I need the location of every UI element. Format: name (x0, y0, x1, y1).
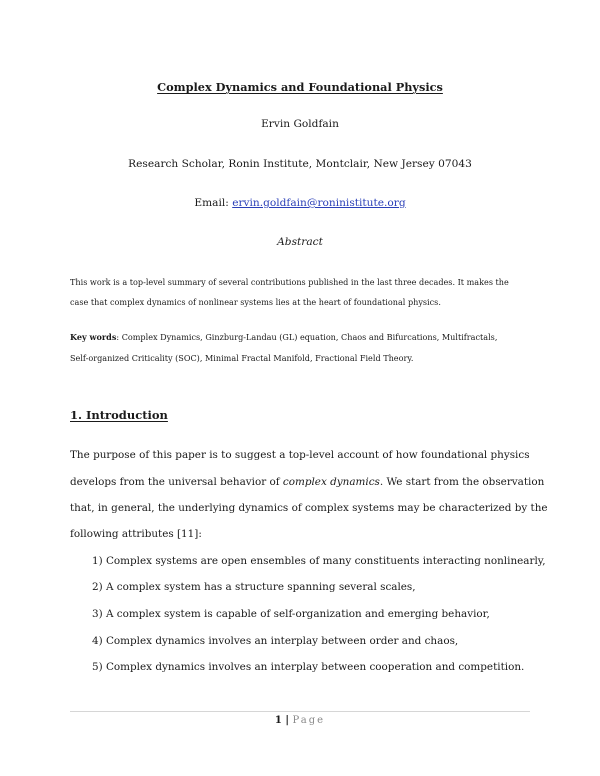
email-label: Email: (194, 197, 233, 209)
page-label: Page (292, 715, 326, 726)
intro-line-2-post: . We start from the observation (379, 476, 545, 488)
author-name: Ervin Goldfain (261, 118, 339, 130)
email-link[interactable]: ervin.goldfain@roninistitute.org (232, 197, 406, 209)
keywords-line-2: Self-organized Criticality (SOC), Minimal Fractal Manifold, Fractional Field Theory. (70, 353, 414, 363)
footer-divider (70, 711, 530, 712)
paper-title: Complex Dynamics and Foundational Physics (157, 80, 443, 94)
page-number: 1 (274, 715, 282, 726)
intro-line-2-pre: develops from the universal behavior of (70, 476, 283, 488)
list-item: 4) Complex dynamics involves an interplay between order and chaos, (92, 635, 459, 647)
list-item: 5) Complex dynamics involves an interplay between cooperation and competition. (92, 661, 525, 673)
email-line (0, 197, 600, 209)
list-item: 3) A complex system is capable of self-organization and emerging behavior, (92, 608, 490, 620)
abstract-line-2: case that complex dynamics of nonlinear systems lies at the heart of foundational physics. (70, 297, 441, 307)
intro-line-4: following attributes [11]: (70, 528, 202, 540)
section-heading-introduction: 1. Introduction (70, 408, 168, 422)
abstract-line-1: This work is a top-level summary of several contributions published in the last three decades. It makes the (70, 277, 509, 287)
intro-line-1: The purpose of this paper is to suggest a top-level account of how foundational physics (70, 449, 530, 461)
list-item: 2) A complex system has a structure spanning several scales, (92, 581, 416, 593)
list-item: 1) Complex systems are open ensembles of many constituents interacting nonlinearly, (92, 555, 546, 567)
keywords-label: Key words (70, 332, 117, 342)
intro-emphasis: complex dynamics (282, 476, 380, 488)
abstract-heading: Abstract (277, 236, 323, 248)
author-affiliation: Research Scholar, Ronin Institute, Montclair, New Jersey 07043 (128, 158, 472, 170)
intro-line-2 (70, 476, 544, 488)
keywords-colon: : (116, 332, 122, 342)
keywords-text-1: Complex Dynamics, Ginzburg-Landau (GL) equation, Chaos and Bifurcations, Multifractals, (121, 332, 498, 342)
footer-separator: | (281, 715, 293, 726)
keywords-line-1 (70, 332, 497, 342)
intro-line-3: that, in general, the underlying dynamics of complex systems may be characterized by the (70, 502, 548, 514)
page-footer (0, 715, 600, 726)
